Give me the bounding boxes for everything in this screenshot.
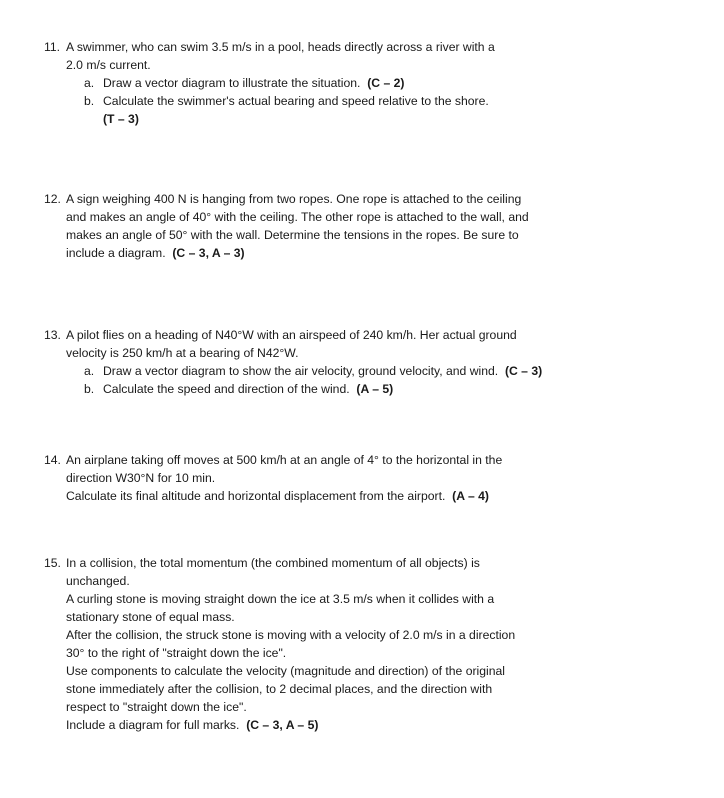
question-text-line: unchanged. xyxy=(66,574,130,588)
question-text-line: stone immediately after the collision, to 2 decimal places, and the direction with xyxy=(66,682,493,696)
question-12 xyxy=(44,190,694,262)
question-text-line: stationary stone of equal mass. xyxy=(66,610,235,624)
question-number: 14. xyxy=(44,453,61,467)
question-number: 11. xyxy=(44,40,61,54)
marks-code: (T – 3) xyxy=(103,112,139,126)
question-text-line: Include a diagram for full marks. xyxy=(66,718,240,732)
question-text-line: makes an angle of 50° with the wall. Determine the tensions in the ropes. Be sure to xyxy=(66,228,519,242)
question-15 xyxy=(44,554,694,734)
marks-code: (C – 2) xyxy=(367,76,405,90)
question-text-line: and makes an angle of 40° with the ceiling. The other rope is attached to the wall, and xyxy=(66,210,529,224)
question-number: 15. xyxy=(44,556,61,570)
question-text-line: respect to "straight down the ice". xyxy=(66,700,247,714)
marks-code: (C – 3, A – 5) xyxy=(246,718,319,732)
marks-code: (C – 3, A – 3) xyxy=(172,246,245,260)
question-part-b xyxy=(44,92,694,128)
part-letter: a. xyxy=(84,364,95,378)
question-13 xyxy=(44,326,694,398)
question-text-line: velocity is 250 km/h at a bearing of N42°W. xyxy=(66,346,299,360)
question-number: 12. xyxy=(44,192,61,206)
question-number: 13. xyxy=(44,328,61,342)
question-text-line: In a collision, the total momentum (the combined momentum of all objects) is xyxy=(66,556,480,570)
part-text: Calculate the speed and direction of the wind. xyxy=(103,382,350,396)
question-text-line: A sign weighing 400 N is hanging from two ropes. One rope is attached to the ceiling xyxy=(66,192,522,206)
marks-code: (A – 4) xyxy=(452,489,489,503)
question-text-line: Use components to calculate the velocity (magnitude and direction) of the original xyxy=(66,664,505,678)
question-text-line: An airplane taking off moves at 500 km/h at an angle of 4° to the horizontal in the xyxy=(66,453,503,467)
marks-code: (C – 3) xyxy=(504,364,543,378)
question-text-line: include a diagram. xyxy=(66,246,166,260)
question-14 xyxy=(44,451,694,505)
question-text-line: Calculate its final altitude and horizontal displacement from the airport. xyxy=(66,489,446,503)
part-letter: b. xyxy=(84,94,95,108)
question-text-line: A swimmer, who can swim 3.5 m/s in a pool, heads directly across a river with a xyxy=(66,40,495,54)
question-part-a xyxy=(44,74,694,92)
question-text-line: After the collision, the struck stone is moving with a velocity of 2.0 m/s in a direction xyxy=(66,628,516,642)
part-text: Calculate the swimmer's actual bearing and speed relative to the shore. xyxy=(103,94,489,108)
question-text-line: direction W30°N for 10 min. xyxy=(66,471,216,485)
question-part-b xyxy=(44,380,694,398)
part-letter: b. xyxy=(84,382,95,396)
question-text-line: A pilot flies on a heading of N40°W with an airspeed of 240 km/h. Her actual ground xyxy=(66,328,517,342)
part-text: Draw a vector diagram to illustrate the situation. xyxy=(103,76,361,90)
question-text-line: 2.0 m/s current. xyxy=(66,58,151,72)
question-part-a xyxy=(44,362,694,380)
question-11 xyxy=(44,38,694,128)
part-text: Draw a vector diagram to show the air velocity, ground velocity, and wind. xyxy=(103,364,499,378)
question-text-line: A curling stone is moving straight down the ice at 3.5 m/s when it collides with a xyxy=(66,592,495,606)
marks-code: (A – 5) xyxy=(356,382,394,396)
question-text-line: 30° to the right of "straight down the ice". xyxy=(66,646,287,660)
part-letter: a. xyxy=(84,76,95,90)
